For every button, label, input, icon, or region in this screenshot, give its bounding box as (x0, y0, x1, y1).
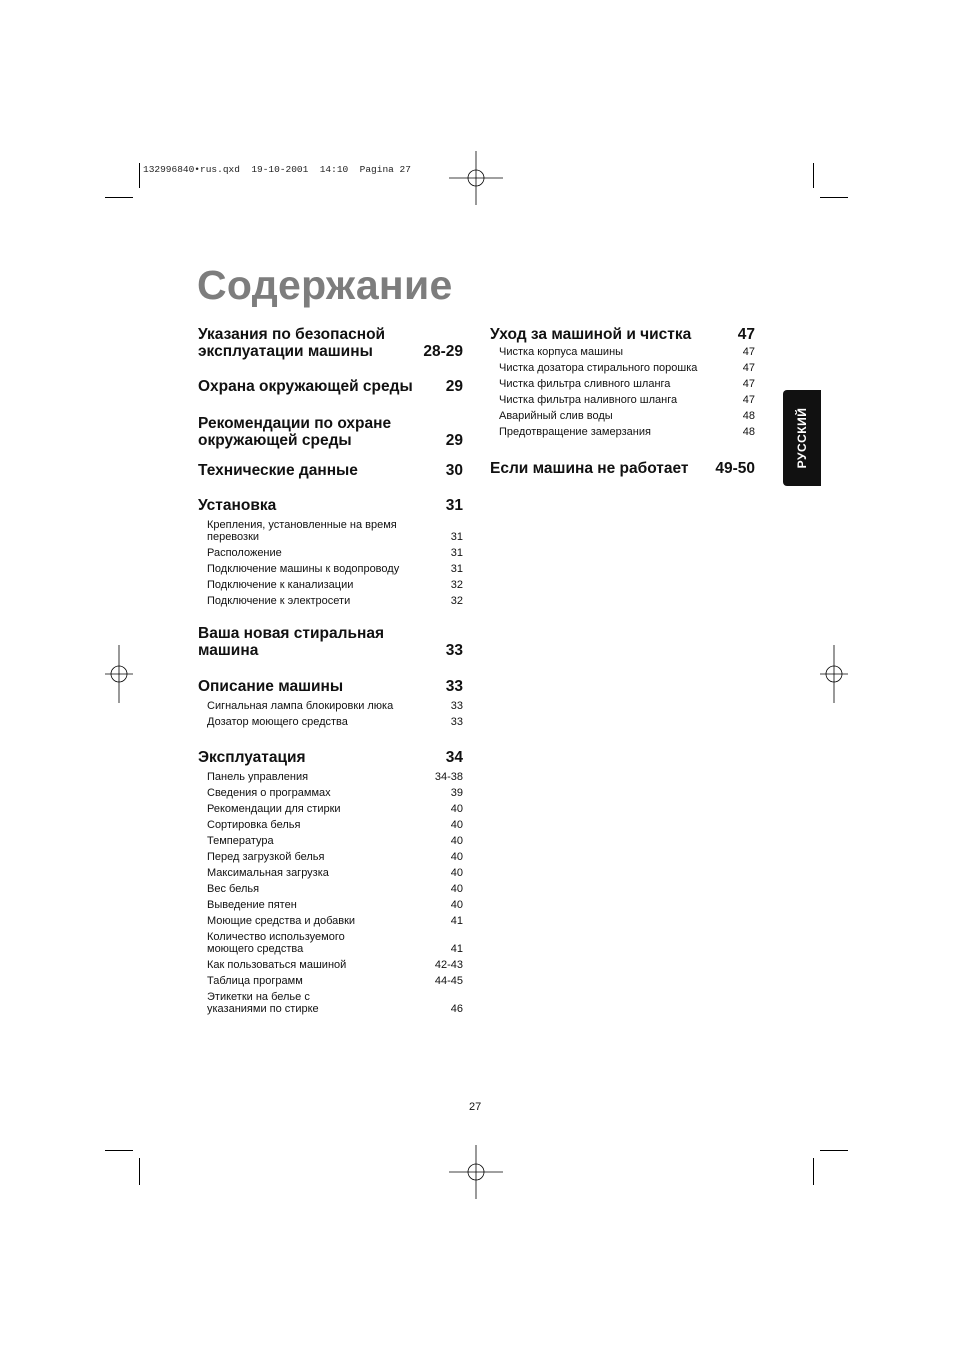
toc-item-text: Сигнальная лампа блокировки люка (207, 700, 394, 712)
toc-item (207, 883, 463, 895)
toc-heading (198, 326, 463, 360)
toc-section (198, 497, 463, 607)
registration-mark (449, 151, 503, 205)
toc-item-page: 40 (450, 899, 463, 911)
toc-item (207, 931, 463, 955)
toc-item (207, 959, 463, 971)
registration-mark (820, 645, 848, 703)
crop-mark (820, 197, 848, 198)
toc-heading (490, 326, 755, 343)
toc-item-text: Подключение к канализации (207, 579, 354, 591)
toc-item (207, 803, 463, 815)
toc-item-text: Панель управления (207, 771, 309, 783)
toc-heading-text: Указания по безопасной эксплуатации машины (198, 326, 386, 360)
registration-mark (449, 1145, 503, 1199)
toc-item-page: 47 (742, 394, 755, 406)
toc-section (198, 415, 463, 449)
toc-item (207, 771, 463, 783)
toc-section (198, 749, 463, 1015)
registration-mark (105, 645, 133, 703)
toc-item-page: 47 (742, 346, 755, 358)
toc-item-text: Сведения о программах (207, 787, 331, 799)
toc-item-text: Сортировка белья (207, 819, 301, 831)
toc-item-page: 40 (450, 803, 463, 815)
toc-heading-text: Если машина не работает (490, 460, 689, 477)
toc-heading-page: 49-50 (715, 460, 755, 477)
toc-item-text: Крепления, установленные на время перевозки (207, 519, 397, 543)
toc-heading (198, 415, 463, 449)
toc-section (490, 460, 755, 477)
toc-item-page: 33 (450, 700, 463, 712)
toc-item-text: Аварийный слив воды (499, 410, 613, 422)
toc-item-page: 47 (742, 378, 755, 390)
toc-item-text: Чистка фильтра наливного шланга (499, 394, 678, 406)
toc-item-text: Дозатор моющего средства (207, 716, 348, 728)
toc-heading-text: Ваша новая стиральная машина (198, 625, 385, 659)
toc-item-text: Как пользоваться машиной (207, 959, 347, 971)
toc-item-list (198, 519, 463, 607)
print-slug: 132996840•rus.qxd 19-10-2001 14:10 Pagina 27 (143, 164, 411, 175)
toc-item-text: Этикетки на белье с указаниями по стирке (207, 991, 319, 1015)
toc-item (499, 410, 755, 422)
toc-heading-page: 29 (445, 378, 463, 395)
toc-heading-page: 33 (445, 678, 463, 695)
toc-heading (490, 460, 755, 477)
toc-item-page: 31 (450, 531, 463, 543)
toc-item-text: Подключение к электросети (207, 595, 351, 607)
toc-item-text: Чистка корпуса машины (499, 346, 624, 358)
toc-item (499, 346, 755, 358)
toc-item-text: Подключение машины к водопроводу (207, 563, 400, 575)
toc-item-list (198, 771, 463, 1015)
toc-heading-text: Описание машины (198, 678, 344, 695)
toc-item-page: 31 (450, 547, 463, 559)
crop-mark (813, 1158, 814, 1185)
toc-item (499, 394, 755, 406)
toc-item-page: 31 (450, 563, 463, 575)
toc-item (207, 547, 463, 559)
toc-item-page: 40 (450, 819, 463, 831)
crop-mark (820, 1150, 848, 1151)
toc-heading-page: 28-29 (423, 343, 463, 360)
toc-item-page: 46 (450, 1003, 463, 1015)
crop-mark (139, 1158, 140, 1185)
toc-item-text: Температура (207, 835, 274, 847)
toc-item (207, 975, 463, 987)
toc-item (207, 867, 463, 879)
toc-heading-text: Рекомендации по охране окружающей среды (198, 415, 392, 449)
toc-item (207, 579, 463, 591)
toc-heading (198, 678, 463, 695)
toc-section (198, 678, 463, 728)
toc-item-text: Рекомендации для стирки (207, 803, 341, 815)
toc-item (207, 819, 463, 831)
toc-item-page: 44-45 (434, 975, 463, 987)
toc-item-text: Чистка дозатора стирального порошка (499, 362, 698, 374)
toc-item-text: Перед загрузкой белья (207, 851, 325, 863)
language-tab (783, 390, 821, 486)
crop-mark (105, 197, 133, 198)
toc-section (198, 625, 463, 659)
toc-heading-page: 31 (445, 497, 463, 514)
toc-item-list (198, 700, 463, 728)
toc-item-text: Выведение пятен (207, 899, 297, 911)
toc-heading-page: 47 (737, 326, 755, 343)
toc-item-page: 32 (450, 595, 463, 607)
toc-item-text: Чистка фильтра сливного шланга (499, 378, 671, 390)
toc-item-list (490, 346, 755, 438)
toc-item (207, 519, 463, 543)
crop-mark (139, 163, 140, 188)
toc-item (207, 716, 463, 728)
toc-heading (198, 462, 463, 479)
toc-item (207, 595, 463, 607)
toc-item-page: 33 (450, 716, 463, 728)
toc-item (207, 787, 463, 799)
toc-item-page: 41 (450, 943, 463, 955)
toc-item-text: Расположение (207, 547, 282, 559)
toc-item-text: Моющие средства и добавки (207, 915, 356, 927)
toc-right-column (490, 326, 755, 477)
toc-item-page: 48 (742, 426, 755, 438)
toc-section (198, 462, 463, 479)
toc-item (207, 991, 463, 1015)
toc-item-page: 32 (450, 579, 463, 591)
toc-item-page: 47 (742, 362, 755, 374)
toc-left-column (198, 326, 463, 1019)
toc-heading (198, 378, 463, 395)
toc-section (198, 326, 463, 360)
toc-item (207, 899, 463, 911)
toc-item (499, 378, 755, 390)
toc-item-page: 48 (742, 410, 755, 422)
crop-mark (813, 163, 814, 188)
toc-heading (198, 625, 463, 659)
page-title: Содержание (197, 262, 453, 308)
page-number: 27 (469, 1101, 482, 1113)
toc-item (207, 563, 463, 575)
toc-item (207, 915, 463, 927)
toc-heading-text: Технические данные (198, 462, 358, 479)
toc-item-page: 40 (450, 851, 463, 863)
toc-heading-text: Эксплуатация (198, 749, 306, 766)
toc-heading (198, 749, 463, 766)
toc-item (499, 362, 755, 374)
toc-section (490, 326, 755, 438)
toc-item-text: Вес белья (207, 883, 260, 895)
toc-section (198, 378, 463, 395)
toc-item-page: 41 (450, 915, 463, 927)
toc-heading (198, 497, 463, 514)
toc-heading-text: Установка (198, 497, 277, 514)
toc-item-text: Предотвращение замерзания (499, 426, 651, 438)
crop-mark (105, 1150, 133, 1151)
toc-heading-text: Охрана окружающей среды (198, 378, 413, 395)
toc-heading-text: Уход за машиной и чистка (490, 326, 692, 343)
toc-heading-page: 34 (445, 749, 463, 766)
toc-item (207, 700, 463, 712)
toc-item-page: 40 (450, 867, 463, 879)
toc-item-text: Таблица программ (207, 975, 303, 987)
toc-item-page: 34-38 (434, 771, 463, 783)
language-tab-label: РУССКИЙ (795, 407, 809, 469)
toc-item (499, 426, 755, 438)
toc-item (207, 851, 463, 863)
toc-item-page: 42-43 (434, 959, 463, 971)
toc-item-text: Максимальная загрузка (207, 867, 329, 879)
toc-heading-page: 29 (445, 432, 463, 449)
toc-item-text: Количество используемого моющего средства (207, 931, 345, 955)
toc-item-page: 40 (450, 883, 463, 895)
toc-item-page: 39 (450, 787, 463, 799)
toc-item (207, 835, 463, 847)
toc-item-page: 40 (450, 835, 463, 847)
toc-heading-page: 33 (445, 642, 463, 659)
toc-heading-page: 30 (445, 462, 463, 479)
